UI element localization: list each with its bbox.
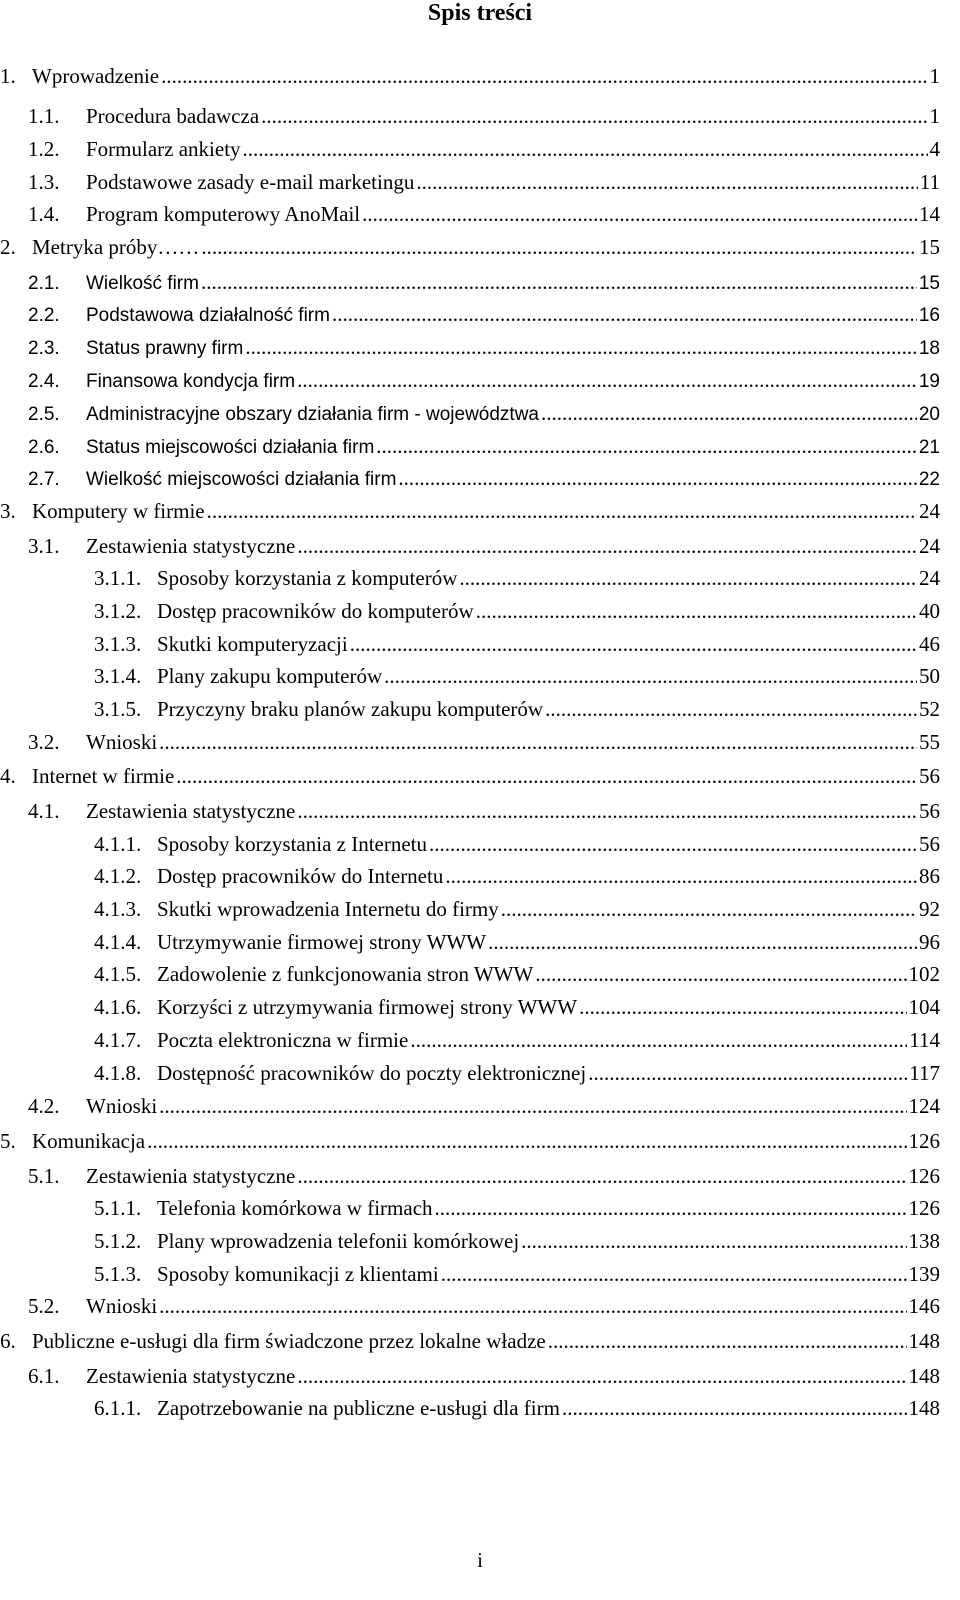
toc-leader-dots	[579, 993, 906, 1021]
toc-entry-number: 3.1.3.	[94, 632, 142, 656]
toc-entry-label: Publiczne e-usługi dla firm świadczone przez lokalne władze	[32, 1329, 546, 1353]
toc-entry-number: 2.1.	[28, 273, 60, 294]
toc-entry[interactable]	[0, 399, 940, 429]
toc-leader-dots	[332, 300, 917, 328]
toc-entry-label: Zestawienia statystyczne	[86, 534, 296, 558]
toc-entry[interactable]	[0, 1127, 940, 1155]
toc-entry-page: 22	[918, 469, 940, 490]
toc-entry-page: 139	[908, 1262, 940, 1286]
toc-entry-label: Zestawienia statystyczne	[86, 799, 296, 823]
toc-entry[interactable]	[0, 1362, 940, 1390]
toc-leader-dots	[459, 564, 917, 592]
toc-entry-page: 24	[919, 499, 940, 523]
toc-entry-label: Przyczyny braku planów zakupu komputerów	[157, 697, 544, 721]
toc-entry[interactable]	[0, 62, 940, 90]
toc-entry-page: 104	[908, 995, 940, 1019]
toc-entry-label: Sposoby korzystania z Internetu	[157, 832, 428, 856]
toc-entry-number: 1.1.	[28, 104, 60, 128]
toc-entry-label: Plany zakupu komputerów	[157, 664, 383, 688]
toc-entry-number: 3.1.5.	[94, 697, 142, 721]
toc-leader-dots	[207, 497, 917, 525]
toc-entry[interactable]	[0, 797, 940, 825]
toc-entry-number: 1.4.	[28, 202, 60, 226]
toc-entry[interactable]	[0, 830, 940, 858]
toc-entry[interactable]	[0, 960, 940, 988]
toc-entry-page: 96	[919, 930, 940, 954]
toc-entry-number: 5.1.3.	[94, 1262, 142, 1286]
toc-entry-label: Procedura badawcza	[86, 104, 260, 128]
toc-entry[interactable]	[0, 200, 940, 228]
toc-entry-number: 5.	[0, 1129, 16, 1153]
toc-entry-number: 4.1.6.	[94, 995, 142, 1019]
toc-entry-label: Wnioski	[86, 1094, 158, 1118]
toc-entry-label: Dostępność pracowników do poczty elektronicznej	[157, 1061, 587, 1085]
toc-leader-dots	[441, 1260, 907, 1288]
toc-entry-number: 5.2.	[28, 1294, 60, 1318]
toc-entry-number: 3.1.4.	[94, 664, 142, 688]
toc-entry-page: 52	[919, 697, 940, 721]
toc-entry[interactable]	[0, 102, 940, 130]
toc-entry-page: 15	[919, 235, 940, 259]
toc-leader-dots	[429, 830, 917, 858]
toc-entry[interactable]	[0, 630, 940, 658]
toc-entry-number: 4.	[0, 764, 16, 788]
toc-entry-label: Zadowolenie z funkcjonowania stron WWW	[157, 962, 534, 986]
toc-entry-page: 148	[908, 1364, 940, 1388]
toc-entry-number: 4.1.7.	[94, 1028, 142, 1052]
toc-entry-page: 24	[919, 566, 940, 590]
toc-entry-number: 1.2.	[28, 137, 60, 161]
toc-entry-page: 20	[918, 404, 940, 425]
toc-entry-label: Skutki wprowadzenia Internetu do firmy	[157, 897, 499, 921]
toc-entry-label: Wprowadzenie	[32, 64, 160, 88]
toc-entry-label: Skutki komputeryzacji	[157, 632, 348, 656]
toc-entry[interactable]	[0, 862, 940, 890]
toc-leader-dots	[261, 102, 927, 130]
toc-entry[interactable]	[0, 1194, 940, 1222]
page-number: i	[477, 1548, 483, 1572]
toc-entry[interactable]	[0, 895, 940, 923]
toc-entry[interactable]	[0, 597, 940, 625]
toc-entry-number: 1.	[0, 64, 16, 88]
toc-entry-label: Status miejscowości działania firm	[86, 437, 375, 458]
toc-entry[interactable]	[0, 1059, 940, 1087]
toc-entry-page: 92	[919, 897, 940, 921]
toc-leader-dots	[376, 432, 917, 460]
toc-entry-number: 1.3.	[28, 170, 60, 194]
toc-entry-page: 21	[918, 437, 940, 458]
toc-leader-dots	[159, 1092, 906, 1120]
toc-entry-page: 126	[908, 1196, 940, 1220]
toc-entry[interactable]	[0, 728, 940, 756]
toc-entry-number: 4.2.	[28, 1094, 60, 1118]
toc-entry[interactable]	[0, 1092, 940, 1120]
toc-entry-number: 6.	[0, 1329, 16, 1353]
toc-entry[interactable]	[0, 168, 940, 196]
toc-entry-label: Wielkość miejscowości działania firm	[86, 469, 397, 490]
toc-leader-dots	[297, 1362, 906, 1390]
toc-leader-dots	[476, 597, 917, 625]
toc-leader-dots	[350, 630, 917, 658]
toc-entry-number: 5.1.1.	[94, 1196, 142, 1220]
toc-entry[interactable]	[0, 366, 940, 396]
toc-entry[interactable]	[0, 1260, 940, 1288]
toc-entry-label: Wnioski	[86, 1294, 158, 1318]
toc-leader-dots	[488, 928, 917, 956]
toc-entry-label: Korzyści z utrzymywania firmowej strony WWW	[157, 995, 578, 1019]
toc-entry-number: 3.1.2.	[94, 599, 142, 623]
toc-entry-page: 56	[919, 764, 940, 788]
toc-leader-dots	[362, 200, 917, 228]
toc-entry-label: Zestawienia statystyczne	[86, 1364, 296, 1388]
toc-entry-label: Utrzymywanie firmowej strony WWW	[157, 930, 487, 954]
toc-entry-number: 4.1.5.	[94, 962, 142, 986]
toc-entry[interactable]	[0, 695, 940, 723]
toc-entry-label: Administracyjne obszary działania firm - województwa	[86, 404, 540, 425]
toc-entry-page: 117	[909, 1061, 940, 1085]
toc-entry-page: 50	[919, 664, 940, 688]
page-title: Spis treści	[427, 0, 533, 26]
toc-entry-number: 2.4.	[28, 371, 60, 392]
toc-entry-label: Metryka próby……	[32, 235, 200, 259]
toc-entry-page: 148	[908, 1329, 940, 1353]
toc-entry-number: 6.1.	[28, 1364, 60, 1388]
toc-entry[interactable]	[0, 1162, 940, 1190]
toc-leader-dots	[541, 399, 917, 427]
toc-entry-page: 19	[918, 371, 940, 392]
toc-leader-dots	[398, 464, 916, 492]
toc-entry[interactable]	[0, 662, 940, 690]
toc-leader-dots	[588, 1059, 907, 1087]
toc-entry-page: 126	[908, 1164, 940, 1188]
toc-entry-page: 55	[919, 730, 940, 754]
toc-entry[interactable]	[0, 300, 940, 330]
toc-entry-page: 16	[918, 305, 940, 326]
toc-entry[interactable]	[0, 928, 940, 956]
toc-entry-number: 2.6.	[28, 437, 60, 458]
toc-entry-number: 4.1.8.	[94, 1061, 142, 1085]
toc-entry-label: Wielkość firm	[86, 273, 199, 294]
toc-entry-label: Podstawowe zasady e-mail marketingu	[86, 170, 415, 194]
toc-leader-dots	[147, 1127, 906, 1155]
toc-entry-number: 2.7.	[28, 469, 60, 490]
toc-leader-dots	[416, 168, 917, 196]
toc-entry[interactable]	[0, 1327, 940, 1355]
toc-leader-dots	[159, 1292, 906, 1320]
toc-entry-label: Zestawienia statystyczne	[86, 1164, 296, 1188]
toc-entry-page: 1	[929, 104, 940, 128]
toc-entry[interactable]	[0, 464, 940, 494]
toc-leader-dots	[410, 1026, 907, 1054]
toc-entry[interactable]	[0, 333, 940, 363]
toc-entry[interactable]	[0, 532, 940, 560]
toc-entry[interactable]	[0, 1227, 940, 1255]
toc-leader-dots	[435, 1194, 907, 1222]
toc-entry-number: 2.3.	[28, 338, 60, 359]
toc-entry-number: 3.2.	[28, 730, 60, 754]
toc-entry-page: 40	[919, 599, 940, 623]
toc-entry-page: 138	[908, 1229, 940, 1253]
toc-entry-number: 4.1.4.	[94, 930, 142, 954]
toc-leader-dots	[201, 268, 917, 296]
toc-entry-number: 2.2.	[28, 305, 60, 326]
toc-leader-dots	[297, 1162, 906, 1190]
toc-leader-dots	[243, 135, 928, 163]
toc-entry[interactable]	[0, 268, 940, 298]
toc-leader-dots	[548, 1327, 907, 1355]
toc-entry-label: Poczta elektroniczna w firmie	[157, 1028, 409, 1052]
toc-entry-number: 4.1.3.	[94, 897, 142, 921]
toc-leader-dots	[176, 762, 917, 790]
toc-entry-label: Wnioski	[86, 730, 158, 754]
toc-entry-page: 146	[908, 1294, 940, 1318]
toc-leader-dots	[535, 960, 906, 988]
toc-leader-dots	[545, 695, 917, 723]
toc-entry-label: Finansowa kondycja firm	[86, 371, 296, 392]
toc-entry-label: Komunikacja	[32, 1129, 146, 1153]
toc-entry[interactable]	[0, 1026, 940, 1054]
toc-entry-number: 2.5.	[28, 404, 60, 425]
toc-entry-label: Dostęp pracowników do komputerów	[157, 599, 474, 623]
toc-leader-dots	[161, 62, 927, 90]
toc-entry-label: Komputery w firmie	[32, 499, 205, 523]
toc-entry-number: 4.1.	[28, 799, 60, 823]
toc-entry-number: 3.1.	[28, 534, 60, 558]
toc-entry-label: Sposoby komunikacji z klientami	[157, 1262, 439, 1286]
toc-leader-dots	[245, 333, 917, 361]
toc-entry-label: Internet w firmie	[32, 764, 175, 788]
toc-entry-number: 4.1.2.	[94, 864, 142, 888]
toc-leader-dots	[159, 728, 917, 756]
toc-entry-label: Plany wprowadzenia telefonii komórkowej	[157, 1229, 520, 1253]
toc-leader-dots	[384, 662, 917, 690]
toc-entry-page: 46	[919, 632, 940, 656]
toc-leader-dots	[297, 797, 917, 825]
toc-entry[interactable]	[0, 1394, 940, 1422]
toc-entry-number: 4.1.1.	[94, 832, 142, 856]
toc-entry-label: Status prawny firm	[86, 338, 244, 359]
toc-entry-number: 6.1.1.	[94, 1396, 142, 1420]
toc-entry-number: 5.1.	[28, 1164, 60, 1188]
toc-entry-page: 4	[929, 137, 940, 161]
toc-entry[interactable]	[0, 233, 940, 261]
toc-entry-number: 3.	[0, 499, 16, 523]
toc-entry-number: 3.1.1.	[94, 566, 142, 590]
toc-entry-page: 102	[908, 962, 940, 986]
toc-entry-page: 114	[909, 1028, 940, 1052]
toc-entry[interactable]	[0, 135, 940, 163]
toc-entry-number: 5.1.2.	[94, 1229, 142, 1253]
toc-entry-page: 56	[919, 799, 940, 823]
toc-entry-label: Formularz ankiety	[86, 137, 241, 161]
toc-entry-label: Zapotrzebowanie na publiczne e-usługi dla firm	[157, 1396, 560, 1420]
toc-entry-label: Sposoby korzystania z komputerów	[157, 566, 458, 590]
toc-entry-number: 2.	[0, 235, 16, 259]
toc-entry-page: 1	[929, 64, 940, 88]
toc-entry-page: 11	[919, 170, 940, 194]
toc-entry-label: Dostęp pracowników do Internetu	[157, 864, 444, 888]
toc-leader-dots	[201, 233, 917, 261]
toc-leader-dots	[297, 532, 917, 560]
toc-entry-label: Telefonia komórkowa w firmach	[157, 1196, 433, 1220]
toc-entry[interactable]	[0, 497, 940, 525]
toc-entry-page: 14	[919, 202, 940, 226]
toc-entry-page: 56	[919, 832, 940, 856]
toc-leader-dots	[562, 1394, 907, 1422]
toc-leader-dots	[297, 366, 917, 394]
toc-entry[interactable]	[0, 993, 940, 1021]
toc-leader-dots	[445, 862, 917, 890]
toc-entry-label: Program komputerowy AnoMail	[86, 202, 361, 226]
toc-leader-dots	[501, 895, 917, 923]
toc-entry[interactable]	[0, 762, 940, 790]
toc-entry[interactable]	[0, 564, 940, 592]
toc-entry-page: 15	[918, 273, 940, 294]
toc-entry-page: 126	[908, 1129, 940, 1153]
toc-entry-page: 86	[919, 864, 940, 888]
toc-entry-page: 18	[918, 338, 940, 359]
toc-entry[interactable]	[0, 1292, 940, 1320]
toc-entry-page: 24	[919, 534, 940, 558]
toc-entry[interactable]	[0, 432, 940, 462]
toc-entry-page: 124	[908, 1094, 940, 1118]
toc-entry-label: Podstawowa działalność firm	[86, 305, 330, 326]
toc-entry-page: 148	[908, 1396, 940, 1420]
toc-leader-dots	[521, 1227, 906, 1255]
